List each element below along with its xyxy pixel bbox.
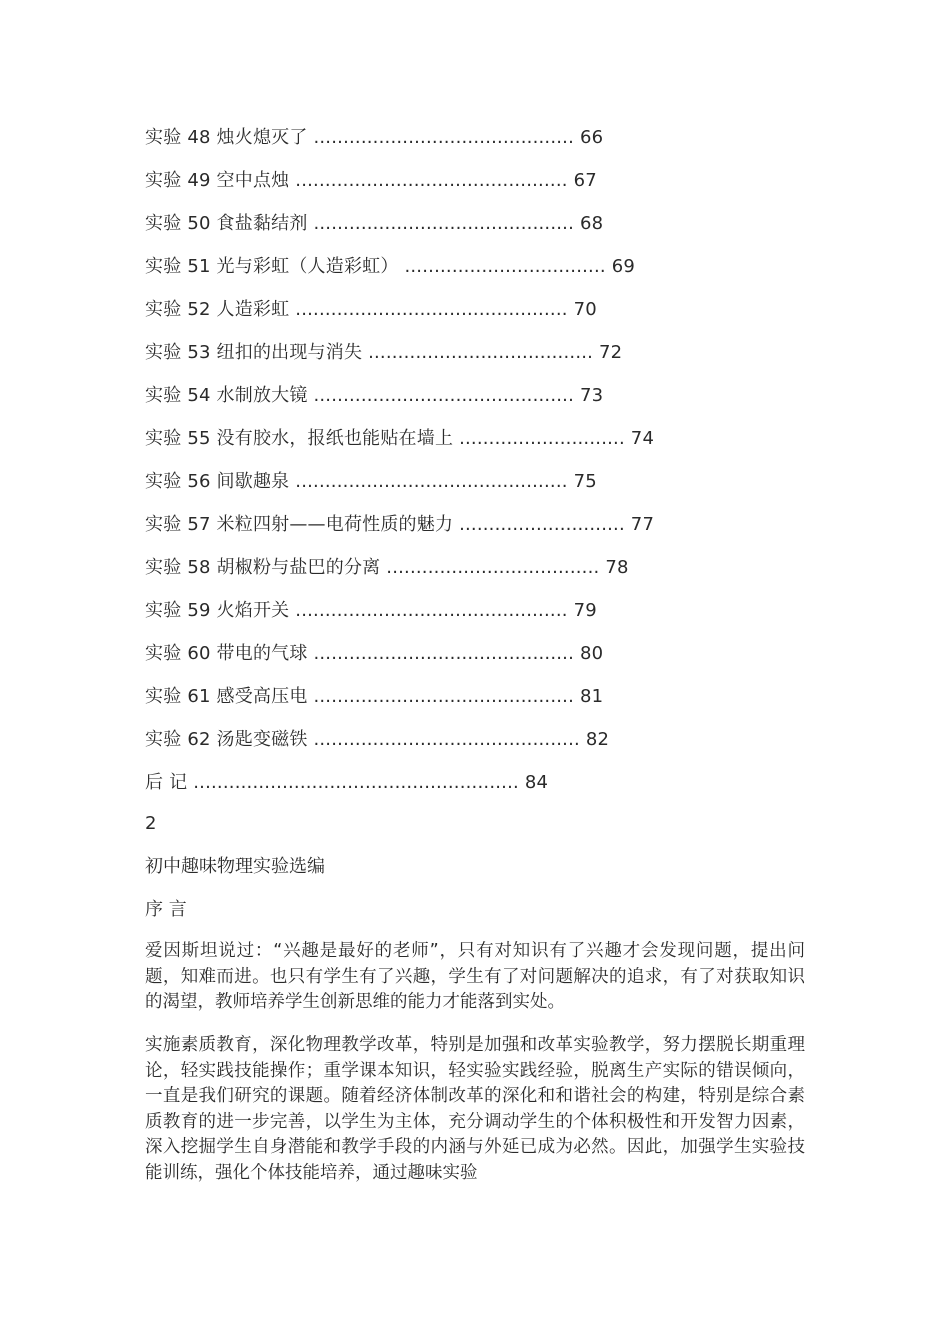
- toc-entry-afterword: 后 记 ....................................................... 84: [145, 772, 549, 793]
- section-title: 序 言: [145, 899, 187, 920]
- book-title: 初中趣味物理实验选编: [145, 856, 325, 877]
- toc-entry-59: 实验 59 火焰开关 .............................................. 79: [145, 600, 597, 621]
- toc-entry-56: 实验 56 间歇趣泉 .............................................. 75: [145, 471, 597, 492]
- toc-entry-62: 实验 62 汤匙变磁铁 ............................................. 82: [145, 729, 610, 750]
- toc-entry-51: 实验 51 光与彩虹（人造彩虹） .................................. 69: [145, 256, 636, 277]
- toc-entry-49: 实验 49 空中点烛 .............................................. 67: [145, 170, 597, 191]
- toc-entry-50: 实验 50 食盐黏结剂 ............................................ 68: [145, 213, 604, 234]
- preface-paragraph-1: 爱因斯坦说过：“兴趣是最好的老师”，只有对知识有了兴趣才会发现问题，提出问题，知难而进。也只有学生有了兴趣，学生有了对问题解决的追求，有了对获取知识的渴望，教师培养学生创新思维的能力才能落到实处。: [145, 941, 805, 1012]
- toc-entry-48: 实验 48 烛火熄灭了 ............................................ 66: [145, 127, 604, 148]
- toc-entry-60: 实验 60 带电的气球 ............................................ 80: [145, 643, 604, 664]
- toc-entry-54: 实验 54 水制放大镜 ............................................ 73: [145, 385, 604, 406]
- toc-entry-55: 实验 55 没有胶水，报纸也能贴在墙上 ............................ 74: [145, 428, 655, 449]
- preface-paragraph-2: 实施素质教育，深化物理教学改革，特别是加强和改革实验教学，努力摆脱长期重理论，轻实践技能操作；重学课本知识，轻实验实践经验，脱离生产实际的错误倾向，一直是我们研究的课题。随着经济体制改革的深化和和谐社会的构建，特别是综合素质教育的进一步完善，以学生为主体，充分调动学生的个体积极性和开发智力因素，深入挖掘学生自身潜能和教学手段的内涵与外延已成为必然。因此，加强学生实验技能训练，强化个体技能培养，通过趣味实验: [145, 1035, 805, 1183]
- toc-entry-52: 实验 52 人造彩虹 .............................................. 70: [145, 299, 597, 320]
- table-of-contents: [145, 124, 805, 812]
- toc-entry-53: 实验 53 纽扣的出现与消失 ...................................... 72: [145, 342, 623, 363]
- toc-entry-58: 实验 58 胡椒粉与盐巴的分离 .................................... 78: [145, 557, 629, 578]
- page-number: 2: [145, 813, 157, 834]
- toc-entry-57: 实验 57 米粒四射——电荷性质的魅力 ............................ 77: [145, 514, 655, 535]
- toc-entry-61: 实验 61 感受高压电 ............................................ 81: [145, 686, 604, 707]
